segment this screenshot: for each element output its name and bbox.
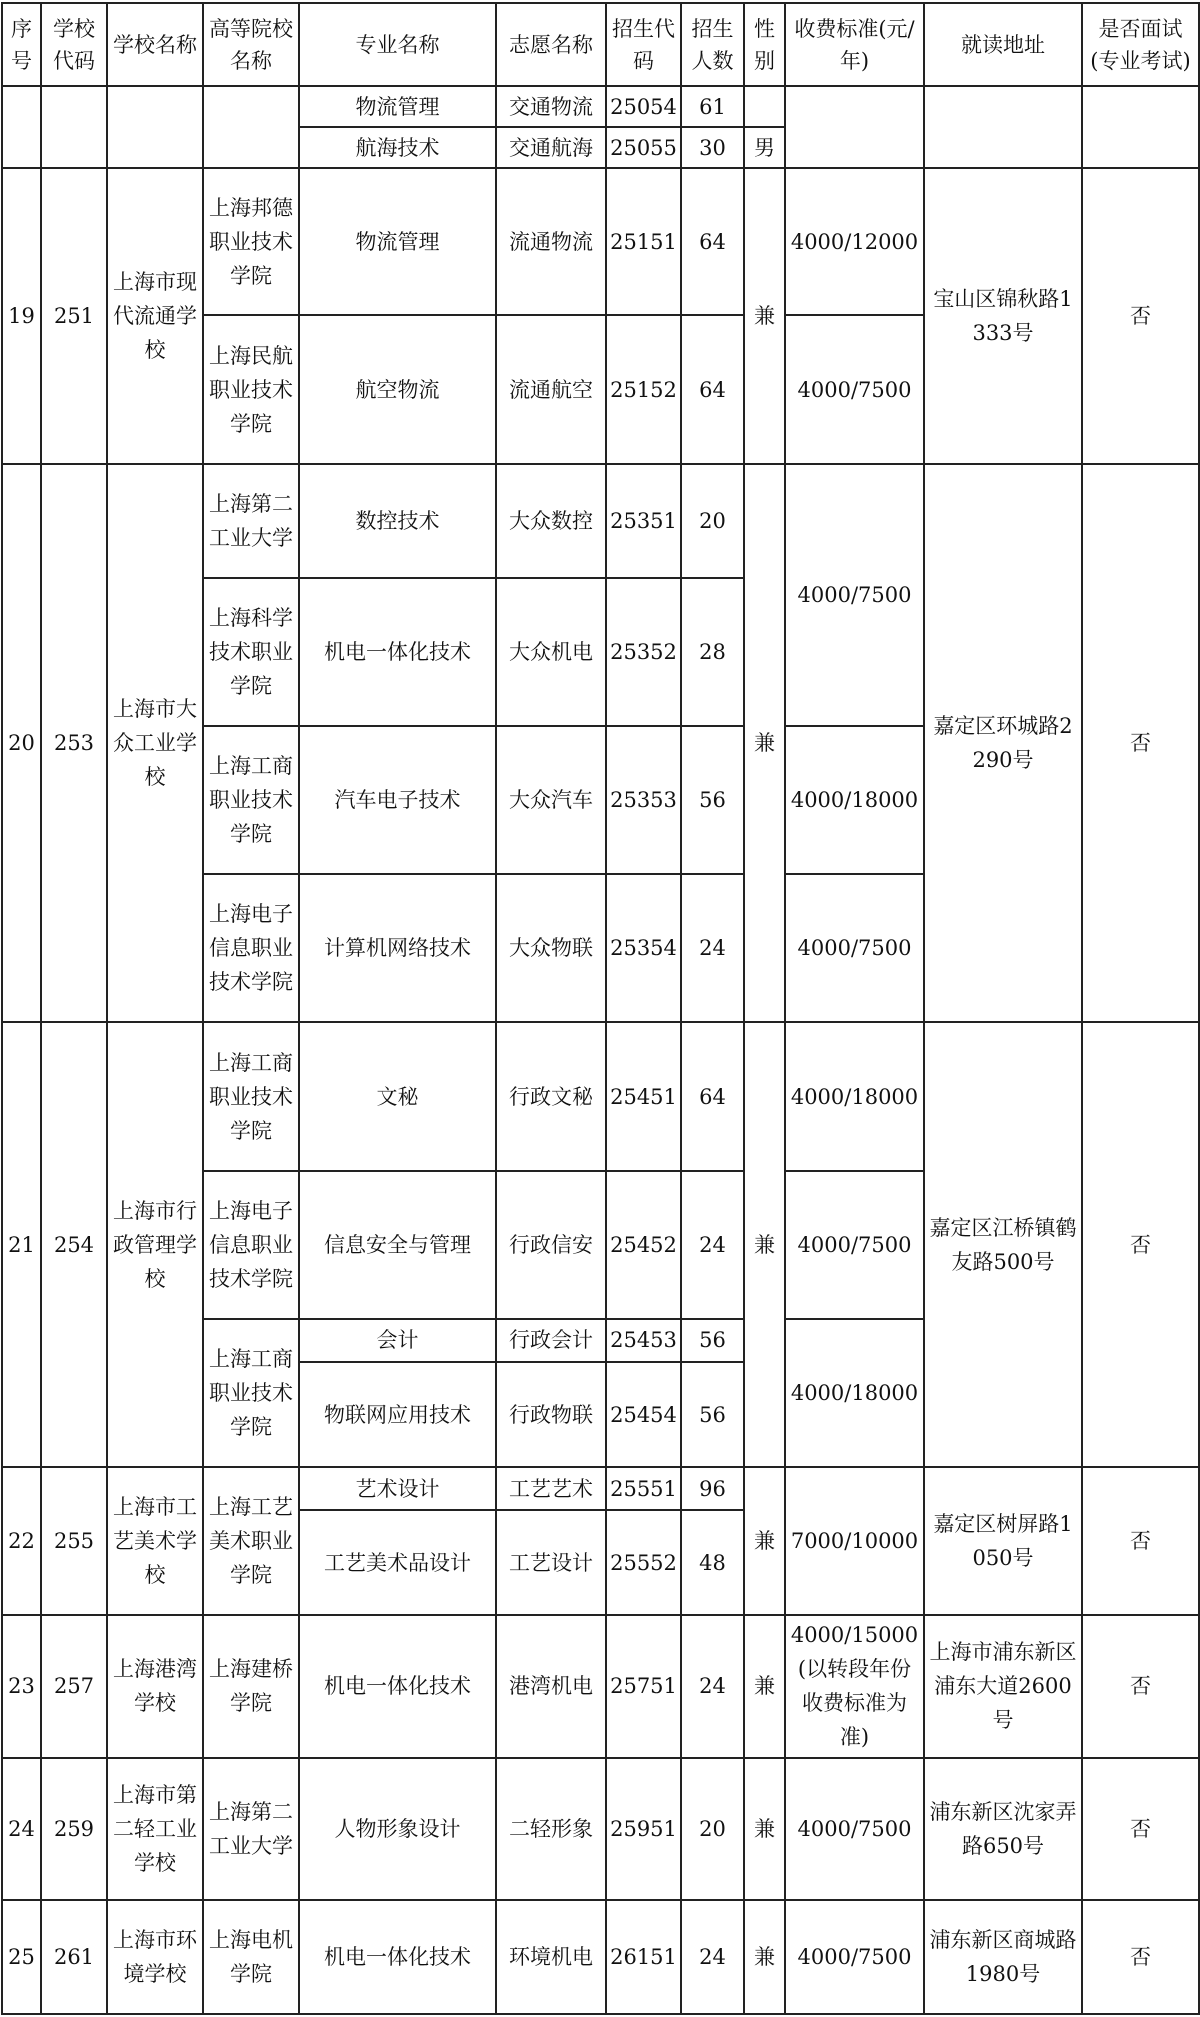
choice-cell: 交通航海 bbox=[496, 127, 606, 168]
enroll-count-cell: 96 bbox=[681, 1467, 744, 1510]
header-seq: 序号 bbox=[2, 3, 41, 86]
interview-cell: 否 bbox=[1082, 464, 1199, 1023]
enroll-code-cell: 25552 bbox=[606, 1510, 681, 1615]
college-cell: 上海科学技术职业学院 bbox=[203, 578, 299, 726]
enroll-count-cell: 24 bbox=[681, 1615, 744, 1757]
school-name-cell bbox=[107, 86, 203, 168]
major-cell: 物联网应用技术 bbox=[299, 1362, 496, 1467]
college-cell: 上海第二工业大学 bbox=[203, 1758, 299, 1900]
seq-cell: 21 bbox=[2, 1022, 41, 1467]
school-name-cell: 上海市行政管理学校 bbox=[107, 1022, 203, 1467]
table-row bbox=[2, 86, 1199, 127]
major-cell: 文秘 bbox=[299, 1022, 496, 1170]
seq-cell: 20 bbox=[2, 464, 41, 1023]
table-row bbox=[2, 1758, 1199, 1900]
interview-cell: 否 bbox=[1082, 1900, 1199, 2014]
choice-cell: 大众汽车 bbox=[496, 726, 606, 874]
interview-cell bbox=[1082, 86, 1199, 168]
address-cell: 嘉定区树屏路1050号 bbox=[924, 1467, 1082, 1615]
table-row bbox=[2, 464, 1199, 578]
enroll-code-cell: 25451 bbox=[606, 1022, 681, 1170]
enroll-code-cell: 25454 bbox=[606, 1362, 681, 1467]
gender-cell: 兼 bbox=[744, 168, 785, 463]
header-school-code: 学校代码 bbox=[41, 3, 107, 86]
major-cell: 艺术设计 bbox=[299, 1467, 496, 1510]
enroll-count-cell: 56 bbox=[681, 1319, 744, 1362]
enroll-count-cell: 56 bbox=[681, 726, 744, 874]
enroll-code-cell: 25951 bbox=[606, 1758, 681, 1900]
interview-cell: 否 bbox=[1082, 1467, 1199, 1615]
choice-cell: 大众物联 bbox=[496, 874, 606, 1022]
enroll-count-cell: 56 bbox=[681, 1362, 744, 1467]
fee-cell: 7000/10000 bbox=[785, 1467, 924, 1615]
header-school-name: 学校名称 bbox=[107, 3, 203, 86]
table-row bbox=[2, 168, 1199, 315]
college-cell: 上海工艺美术职业学院 bbox=[203, 1467, 299, 1615]
interview-cell: 否 bbox=[1082, 1022, 1199, 1467]
enroll-code-cell: 25551 bbox=[606, 1467, 681, 1510]
enroll-code-cell: 25054 bbox=[606, 86, 681, 127]
choice-cell: 工艺设计 bbox=[496, 1510, 606, 1615]
school-code-cell: 257 bbox=[41, 1615, 107, 1757]
choice-cell: 交通物流 bbox=[496, 86, 606, 127]
school-code-cell: 251 bbox=[41, 168, 107, 463]
fee-cell: 4000/12000 bbox=[785, 168, 924, 315]
header-college-name: 高等院校名称 bbox=[203, 3, 299, 86]
header-interview: 是否面试(专业考试) bbox=[1082, 3, 1199, 86]
fee-cell: 4000/7500 bbox=[785, 1758, 924, 1900]
enroll-code-cell: 25351 bbox=[606, 464, 681, 578]
major-cell: 机电一体化技术 bbox=[299, 578, 496, 726]
college-cell: 上海邦德职业技术学院 bbox=[203, 168, 299, 315]
major-cell: 信息安全与管理 bbox=[299, 1171, 496, 1319]
enroll-code-cell: 25353 bbox=[606, 726, 681, 874]
table-row bbox=[2, 1900, 1199, 2014]
header-enroll-count: 招生人数 bbox=[681, 3, 744, 86]
choice-cell: 行政信安 bbox=[496, 1171, 606, 1319]
gender-cell bbox=[744, 86, 785, 127]
address-cell: 上海市浦东新区浦东大道2600号 bbox=[924, 1615, 1082, 1757]
enroll-code-cell: 25452 bbox=[606, 1171, 681, 1319]
table-row bbox=[2, 1022, 1199, 1170]
choice-cell: 行政物联 bbox=[496, 1362, 606, 1467]
address-cell: 浦东新区沈家弄路650号 bbox=[924, 1758, 1082, 1900]
address-cell: 嘉定区江桥镇鹤友路500号 bbox=[924, 1022, 1082, 1467]
interview-cell: 否 bbox=[1082, 168, 1199, 463]
major-cell: 汽车电子技术 bbox=[299, 726, 496, 874]
major-cell: 机电一体化技术 bbox=[299, 1615, 496, 1757]
college-cell: 上海工商职业技术学院 bbox=[203, 1022, 299, 1170]
address-cell: 嘉定区环城路2290号 bbox=[924, 464, 1082, 1023]
fee-cell: 4000/18000 bbox=[785, 1022, 924, 1170]
seq-cell: 22 bbox=[2, 1467, 41, 1615]
enroll-code-cell: 25751 bbox=[606, 1615, 681, 1757]
fee-cell: 4000/7500 bbox=[785, 1900, 924, 2014]
college-cell: 上海民航职业技术学院 bbox=[203, 315, 299, 463]
enroll-count-cell: 64 bbox=[681, 168, 744, 315]
gender-cell: 兼 bbox=[744, 464, 785, 1023]
choice-cell: 大众数控 bbox=[496, 464, 606, 578]
enroll-code-cell: 25152 bbox=[606, 315, 681, 463]
enrollment-table bbox=[1, 2, 1200, 2015]
college-cell: 上海电子信息职业技术学院 bbox=[203, 874, 299, 1022]
interview-cell: 否 bbox=[1082, 1758, 1199, 1900]
choice-cell: 流通物流 bbox=[496, 168, 606, 315]
header-gender: 性别 bbox=[744, 3, 785, 86]
enroll-code-cell: 25354 bbox=[606, 874, 681, 1022]
fee-cell: 4000/18000 bbox=[785, 1319, 924, 1467]
table-row bbox=[2, 1467, 1199, 1510]
address-cell: 宝山区锦秋路1333号 bbox=[924, 168, 1082, 463]
major-cell: 会计 bbox=[299, 1319, 496, 1362]
choice-cell: 工艺艺术 bbox=[496, 1467, 606, 1510]
gender-cell: 兼 bbox=[744, 1615, 785, 1757]
major-cell: 航空物流 bbox=[299, 315, 496, 463]
major-cell: 数控技术 bbox=[299, 464, 496, 578]
enroll-code-cell: 25453 bbox=[606, 1319, 681, 1362]
gender-cell: 兼 bbox=[744, 1022, 785, 1467]
major-cell: 物流管理 bbox=[299, 168, 496, 315]
fee-cell: 4000/7500 bbox=[785, 464, 924, 726]
gender-cell: 兼 bbox=[744, 1900, 785, 2014]
seq-cell: 25 bbox=[2, 1900, 41, 2014]
gender-cell: 男 bbox=[744, 127, 785, 168]
enroll-count-cell: 28 bbox=[681, 578, 744, 726]
school-name-cell: 上海市环境学校 bbox=[107, 1900, 203, 2014]
seq-cell: 19 bbox=[2, 168, 41, 463]
enroll-count-cell: 61 bbox=[681, 86, 744, 127]
fee-cell: 4000/7500 bbox=[785, 1171, 924, 1319]
school-name-cell: 上海市工艺美术学校 bbox=[107, 1467, 203, 1615]
address-cell bbox=[924, 86, 1082, 168]
college-cell: 上海建桥学院 bbox=[203, 1615, 299, 1757]
enroll-count-cell: 20 bbox=[681, 1758, 744, 1900]
fee-cell: 4000/7500 bbox=[785, 874, 924, 1022]
choice-cell: 行政会计 bbox=[496, 1319, 606, 1362]
enroll-count-cell: 30 bbox=[681, 127, 744, 168]
school-code-cell: 259 bbox=[41, 1758, 107, 1900]
school-name-cell: 上海市大众工业学校 bbox=[107, 464, 203, 1023]
choice-cell: 二轻形象 bbox=[496, 1758, 606, 1900]
fee-cell: 4000/15000(以转段年份收费标准为准) bbox=[785, 1615, 924, 1757]
major-cell: 物流管理 bbox=[299, 86, 496, 127]
major-cell: 航海技术 bbox=[299, 127, 496, 168]
major-cell: 人物形象设计 bbox=[299, 1758, 496, 1900]
fee-cell bbox=[785, 86, 924, 168]
seq-cell: 23 bbox=[2, 1615, 41, 1757]
address-cell: 浦东新区商城路1980号 bbox=[924, 1900, 1082, 2014]
school-code-cell: 255 bbox=[41, 1467, 107, 1615]
enroll-code-cell: 25352 bbox=[606, 578, 681, 726]
fee-cell: 4000/7500 bbox=[785, 315, 924, 463]
choice-cell: 流通航空 bbox=[496, 315, 606, 463]
choice-cell: 大众机电 bbox=[496, 578, 606, 726]
table-row bbox=[2, 1615, 1199, 1757]
header-fee: 收费标准(元/年) bbox=[785, 3, 924, 86]
major-cell: 工艺美术品设计 bbox=[299, 1510, 496, 1615]
seq-cell: 24 bbox=[2, 1758, 41, 1900]
enroll-code-cell: 25055 bbox=[606, 127, 681, 168]
college-cell bbox=[203, 86, 299, 168]
major-cell: 计算机网络技术 bbox=[299, 874, 496, 1022]
enroll-count-cell: 24 bbox=[681, 1900, 744, 2014]
major-cell: 机电一体化技术 bbox=[299, 1900, 496, 2014]
enroll-count-cell: 64 bbox=[681, 1022, 744, 1170]
header-address: 就读地址 bbox=[924, 3, 1082, 86]
college-cell: 上海电机学院 bbox=[203, 1900, 299, 2014]
college-cell: 上海第二工业大学 bbox=[203, 464, 299, 578]
header-major: 专业名称 bbox=[299, 3, 496, 86]
header-choice: 志愿名称 bbox=[496, 3, 606, 86]
gender-cell: 兼 bbox=[744, 1467, 785, 1615]
school-code-cell: 254 bbox=[41, 1022, 107, 1467]
college-cell: 上海工商职业技术学院 bbox=[203, 1319, 299, 1467]
enroll-count-cell: 24 bbox=[681, 1171, 744, 1319]
school-name-cell: 上海港湾学校 bbox=[107, 1615, 203, 1757]
seq-cell bbox=[2, 86, 41, 168]
college-cell: 上海工商职业技术学院 bbox=[203, 726, 299, 874]
school-code-cell: 253 bbox=[41, 464, 107, 1023]
school-name-cell: 上海市现代流通学校 bbox=[107, 168, 203, 463]
gender-cell: 兼 bbox=[744, 1758, 785, 1900]
school-code-cell: 261 bbox=[41, 1900, 107, 2014]
school-code-cell bbox=[41, 86, 107, 168]
choice-cell: 环境机电 bbox=[496, 1900, 606, 2014]
enroll-count-cell: 20 bbox=[681, 464, 744, 578]
choice-cell: 行政文秘 bbox=[496, 1022, 606, 1170]
enroll-count-cell: 64 bbox=[681, 315, 744, 463]
school-name-cell: 上海市第二轻工业学校 bbox=[107, 1758, 203, 1900]
interview-cell: 否 bbox=[1082, 1615, 1199, 1757]
fee-cell: 4000/18000 bbox=[785, 726, 924, 874]
college-cell: 上海电子信息职业技术学院 bbox=[203, 1171, 299, 1319]
enroll-count-cell: 48 bbox=[681, 1510, 744, 1615]
enroll-code-cell: 26151 bbox=[606, 1900, 681, 2014]
enroll-count-cell: 24 bbox=[681, 874, 744, 1022]
enroll-code-cell: 25151 bbox=[606, 168, 681, 315]
header-enroll-code: 招生代码 bbox=[606, 3, 681, 86]
header-row bbox=[2, 3, 1199, 86]
choice-cell: 港湾机电 bbox=[496, 1615, 606, 1757]
